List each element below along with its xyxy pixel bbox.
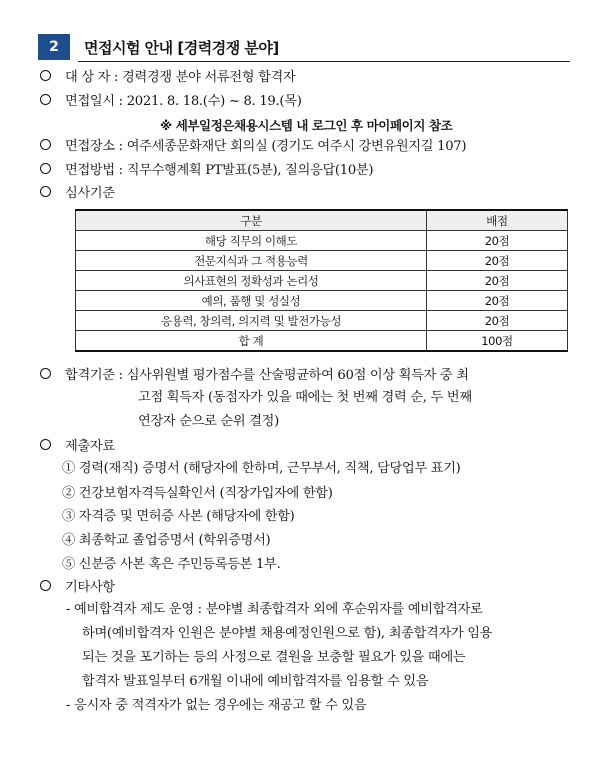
item-value: 직무수행계획 PT발표(5분), 질의응답(10분) [126, 163, 374, 178]
item-date [40, 93, 302, 111]
table-cell: 전문지식과 그 적용능력 [76, 251, 427, 271]
item-value: 경력경쟁 분야 서류전형 합격자 [122, 70, 296, 85]
title-underline [78, 61, 570, 62]
item-target [40, 69, 295, 87]
section-title: 면접시험 안내 [경력경쟁 분야] [84, 39, 279, 57]
section-header [38, 34, 570, 64]
table-row [76, 311, 568, 331]
item-value: 2021. 8. 18.(수) ~ 8. 19.(목) [126, 94, 302, 109]
table-cell: 응용력, 창의력, 의지력 및 발전가능성 [76, 311, 427, 331]
etc-line: 합격자 발표일부터 6개월 이내에 예비합격자를 임용할 수 있음 [82, 674, 429, 689]
etc-line: 하며(예비합격자 인원은 분야별 채용예정인원으로 함), 최종합격자가 임용 [82, 626, 493, 641]
item-etc [40, 579, 115, 597]
item-place [40, 138, 466, 156]
table-cell: 100점 [427, 331, 568, 352]
item-label: 면접일시 : [65, 94, 123, 109]
circle-bullet-icon [40, 139, 51, 150]
table-row [76, 271, 568, 291]
list-item: ⑤ 신분증 사본 혹은 주민등록등본 1부. [62, 557, 281, 572]
circle-bullet-icon [40, 70, 51, 81]
section-number: 2 [38, 34, 70, 60]
table-cell: 해당 직무의 이해도 [76, 231, 427, 251]
table-cell: 20점 [427, 271, 568, 291]
circle-bullet-icon [40, 163, 51, 174]
item-criteria [40, 185, 115, 203]
item-label: 대 상 자 : [65, 70, 119, 85]
table-cell: 예의, 품행 및 성실성 [76, 291, 427, 311]
pass-line: 연장자 순으로 순위 결정) [138, 414, 279, 429]
item-documents [40, 438, 115, 456]
table-total-row [76, 331, 568, 352]
etc-line: - 예비합격자 제도 운영 : 분야별 최종합격자 외에 후순위자를 예비합격자로 [66, 602, 483, 617]
list-item: ③ 자격증 및 면허증 사본 (해당자에 한함) [62, 509, 295, 524]
item-value: 여주세종문화재단 회의실 (경기도 여주시 강변유원지길 107) [126, 139, 467, 154]
table-cell: 20점 [427, 231, 568, 251]
circle-bullet-icon [40, 580, 51, 591]
list-item: ① 경력(재직) 증명서 (해당자에 한하며, 근무부서, 직책, 담당업무 표기) [62, 461, 461, 476]
table-header-cell: 배점 [427, 210, 568, 231]
item-method [40, 162, 373, 180]
circle-bullet-icon [40, 368, 51, 379]
circle-bullet-icon [40, 94, 51, 105]
etc-line: 되는 것을 포기하는 등의 사정으로 결원을 보충할 필요가 있을 때에는 [82, 650, 466, 665]
table-header-row [76, 210, 568, 231]
circle-bullet-icon [40, 186, 51, 197]
table-header-cell: 구분 [76, 210, 427, 231]
schedule-note: ※ 세부일정은채용시스템 내 로그인 후 마이페이지 참조 [160, 118, 453, 133]
table-row [76, 251, 568, 271]
table-cell: 의사표현의 정확성과 논리성 [76, 271, 427, 291]
table-cell: 합 계 [76, 331, 427, 352]
etc-line: - 응시자 중 적격자가 없는 경우에는 재공고 할 수 있음 [66, 698, 367, 713]
item-label: 기타사항 [65, 580, 115, 595]
table-row [76, 291, 568, 311]
table-cell: 20점 [427, 251, 568, 271]
item-label: 합격기준 : [65, 368, 123, 383]
score-table [75, 209, 568, 352]
pass-line: 고점 획득자 (동점자가 있을 때에는 첫 번째 경력 순, 두 번째 [138, 390, 472, 405]
table-cell: 20점 [427, 311, 568, 331]
pass-line: 심사위원별 평가점수를 산술평균하여 60점 이상 획득자 중 최 [126, 368, 469, 383]
item-label: 제출자료 [65, 439, 115, 454]
item-label: 심사기준 [65, 186, 115, 201]
table-cell: 20점 [427, 291, 568, 311]
list-item: ④ 최종학교 졸업증명서 (학위증명서) [62, 533, 271, 548]
list-item: ② 건강보험자격득실확인서 (직장가입자에 한함) [62, 486, 333, 501]
item-pass [40, 367, 469, 385]
table-row [76, 231, 568, 251]
circle-bullet-icon [40, 439, 51, 450]
item-label: 면접장소 : [65, 139, 123, 154]
item-label: 면접방법 : [65, 163, 123, 178]
